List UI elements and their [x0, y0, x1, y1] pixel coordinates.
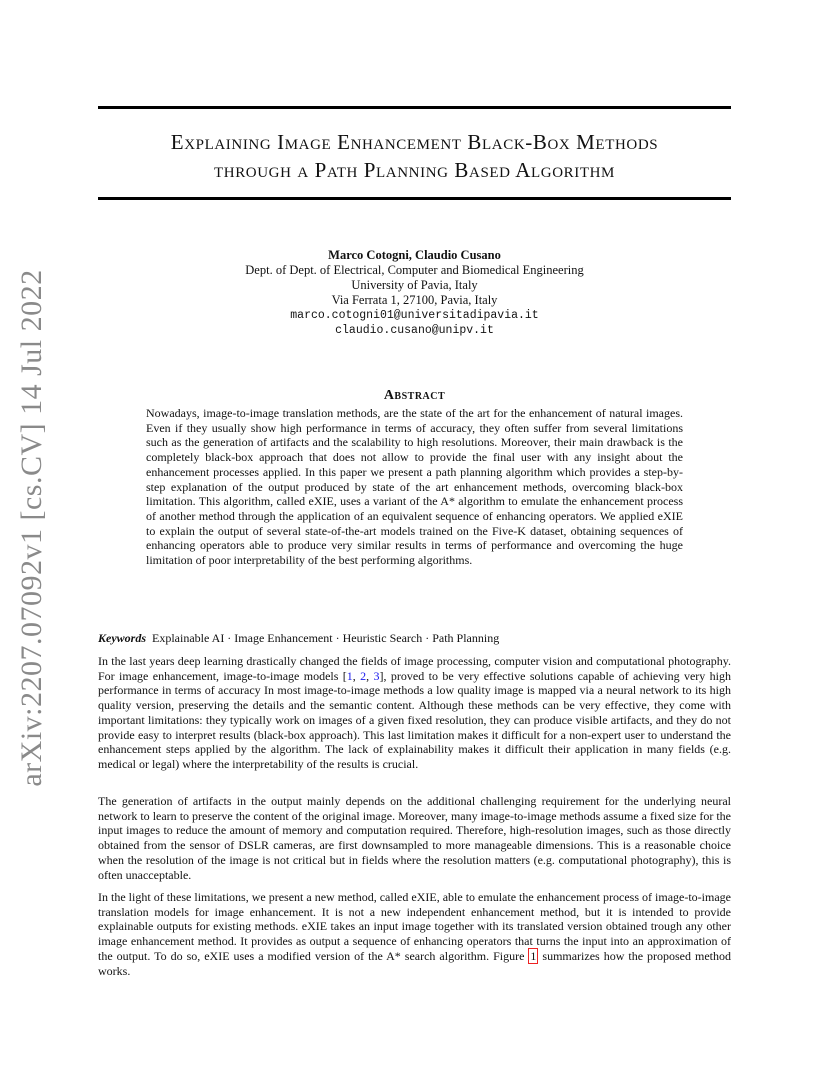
p1-sep-1: , — [352, 668, 361, 683]
author-department: Dept. of Dept. of Electrical, Computer and Biomedical Engineering — [245, 263, 584, 277]
p3-text-a: In the light of these limitations, we present a new method, called eXIE, able to emulate the enhancement process of image-to-image translation models for image enhancement. It is not a new independent enhancement method, but it is intended to provide explainable outputs for existing methods. eXIE takes an input image together with its translated version obtained trough any other image enhancement method. It provides as output a sequence of enhancing operators that turns the input into an approximation of the output. To do so, eXIE uses a modified version of the A* search algorithm. Figure — [98, 890, 731, 963]
intro-paragraph-1 — [98, 654, 731, 772]
paper-title — [98, 128, 731, 184]
author-names: Marco Cotogni, Claudio Cusano — [328, 248, 501, 262]
title-line-2: through a Path Planning Based Algorithm — [214, 158, 615, 182]
author-address: Via Ferrata 1, 27100, Pavia, Italy — [331, 293, 498, 307]
title-rule-bottom — [98, 197, 731, 200]
intro-paragraph-2: The generation of artifacts in the output mainly depends on the additional challenging requirement for the underlying neural network to learn to preserve the content of the original image. Moreover, many image-to-image methods assume a fixed size for the input images to reduce the amount of memory and computation required. Therefore, high-resolution images, such as those directly obtained from the sensor of DSLR cameras, are first downsampled to more manageable dimensions. This is a reasonable choice when the resolution of the image is not critical but in fields where the resolution matters (e.g. computational photography), this is often unacceptable. — [98, 794, 731, 882]
title-line-1: Explaining Image Enhancement Black-Box Methods — [170, 130, 659, 154]
citation-link-2[interactable]: 2 — [360, 668, 367, 683]
keywords-label: Keywords — [98, 631, 146, 645]
author-email-2[interactable]: claudio.cusano@unipv.it — [335, 324, 494, 337]
p3-text-b: summarizes how the proposed method works. — [98, 948, 731, 978]
abstract-text: Nowadays, image-to-image translation methods, are the state of the art for the enhancement of natural images. Even if they usually show high performance in terms of accuracy, they often suffer from several limitations such as the generation of artifacts and the scalability to high resolutions. Moreover, their main drawback is the completely black-box approach that does not allow to provide the final user with any insight about the enhancement processes applied. In this paper we present a path planning algorithm which provides a step-by-step explanation of the output produced by state of the art enhancement methods, overcoming black-box limitation. This algorithm, called eXIE, uses a variant of the A* algorithm to emulate the enhancement process of another method through the application of an equivalent sequence of enhancing operators. We applied eXIE to explain the output of several state-of-the-art models trained on the Five-K dataset, obtaining sequences of enhancing operators able to produce very similar results in terms of performance and overcoming the huge limitation of poor interpretability of the best performing algorithms. — [146, 406, 683, 568]
keywords-text: Explainable AI · Image Enhancement · Heuristic Search · Path Planning — [152, 631, 500, 645]
figure-ref-link[interactable]: 1 — [530, 948, 537, 963]
p1-text-a: In the last years deep learning drastically changed the fields of image processing, computer vision and computational photography. For image enhancement, image-to-image models [ — [98, 654, 731, 683]
arxiv-identifier: arXiv:2207.07092v1 [cs.CV] 14 Jul 2022 — [15, 269, 48, 787]
author-university: University of Pavia, Italy — [351, 278, 478, 292]
p1-text-b: ], proved to be very effective solutions capable of achieving very high performance in terms of accuracy In most image-to-image methods a low quality image is mapped via a neural network to its high quality version, preserving the details and the semantic content. Although these methods can be very effective, they come with important limitations: they typically work on images of a given fixed resolution, they can produce visible artifacts, and they do not provide easy to interpret results (black-box approach). This last limitation makes it difficult for a non-expert user to understand the enhancement steps applied by the algorithm. The lack of explainability makes it difficult their application in many fields (e.g. medical or legal) where the interpretability of the results is crucial. — [98, 668, 731, 771]
title-rule-top — [98, 106, 731, 109]
intro-paragraph-3 — [98, 890, 731, 978]
keywords-line — [98, 631, 731, 646]
author-block — [98, 248, 731, 338]
author-email-1[interactable]: marco.cotogni01@universitadipavia.it — [290, 309, 539, 322]
p1-sep-2: , — [366, 668, 374, 683]
citation-link-1[interactable]: 1 — [346, 668, 353, 683]
abstract-heading: Abstract — [383, 388, 446, 403]
citation-link-3[interactable]: 3 — [373, 668, 380, 683]
